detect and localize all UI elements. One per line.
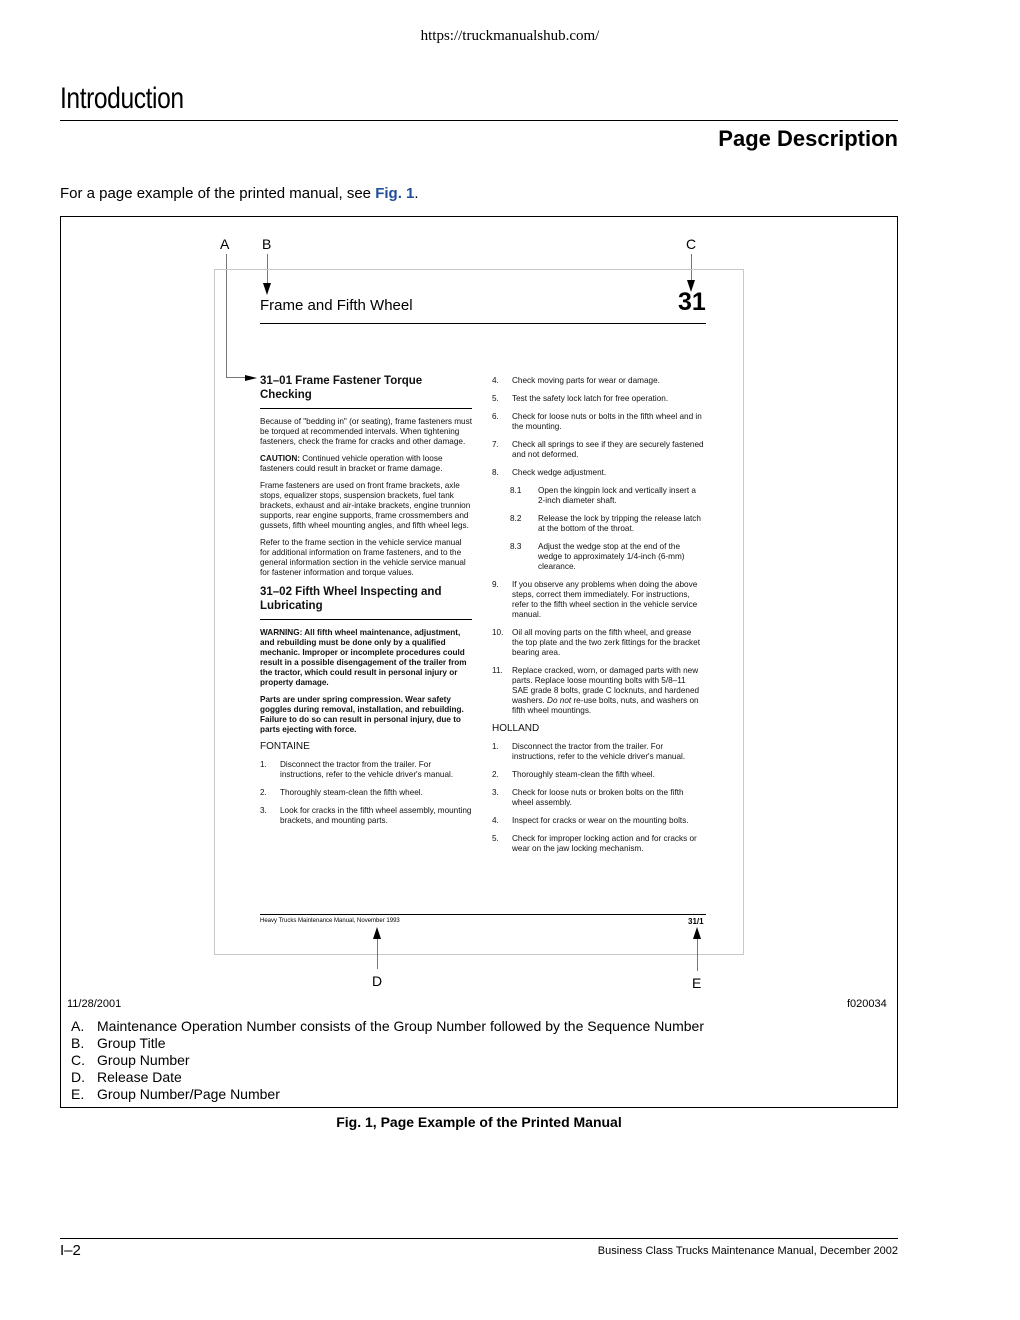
item-number: 6. xyxy=(492,412,499,421)
footer-rule xyxy=(60,1238,898,1239)
sample-heading-rule xyxy=(260,619,472,620)
sample-warning: WARNING: All fifth wheel maintenance, adjustment, and rebuilding must be done only by a qualified mechanic. Improper or incomplete procedures could result in a possible disengagement of the trailer from the tractor, which could result in personal injury or property damage. xyxy=(260,628,467,687)
legend-key: D. xyxy=(71,1069,85,1085)
list-item xyxy=(492,412,704,432)
callout-a: A xyxy=(220,236,230,252)
item-number: 4. xyxy=(492,816,499,825)
item-number: 4. xyxy=(492,376,499,385)
sample-caution xyxy=(260,454,472,474)
legend-text: Group Number xyxy=(97,1052,190,1068)
list-item xyxy=(492,788,704,808)
arrow-e-icon xyxy=(693,927,701,939)
sample-subheading: HOLLAND xyxy=(492,723,540,734)
legend-item xyxy=(71,1069,704,1086)
item-number: 8.2 xyxy=(510,514,522,523)
manual-title: Business Class Trucks Maintenance Manual, December 2002 xyxy=(597,1245,898,1257)
item-text: Check for loose nuts or bolts in the fifth wheel and in the mounting. xyxy=(512,412,702,431)
item-text-part: Replace cracked, worn, or damaged parts with new parts. Replace loose mounting bolts with 5/8–11 SAE grade 8 bolts, grade C locknuts, and hardened washers. xyxy=(512,666,700,705)
item-text: Open the kingpin lock and vertically insert a 2-inch diameter shaft. xyxy=(538,486,696,505)
legend-key: C. xyxy=(71,1052,85,1068)
list-item xyxy=(492,440,704,460)
item-text: Oil all moving parts on the fifth wheel, and grease the top plate and the two zerk fittings for the bracket bearing area. xyxy=(512,628,700,657)
legend-text: Group Title xyxy=(97,1035,166,1051)
item-text: If you observe any problems when doing the above steps, correct them immediately. For instructions, refer to the fifth wheel section in the vehicle service manual. xyxy=(512,580,698,619)
list-item xyxy=(492,376,704,386)
sample-paragraph: Frame fasteners are used on front frame brackets, axle stops, equalizer stops, suspension brackets, fuel tank brackets, exhaust and air-intake brackets, engine trunnion supports, rear engine supports, frame crossmembers and gussets, fifth wheel mounting angles, and fifth wheel legs. xyxy=(260,481,471,530)
sample-heading-31-01: 31–01 Frame Fastener Torque Checking xyxy=(260,375,423,401)
sample-warning: Parts are under spring compression. Wear safety goggles during removal, installation, and rebuilding. Failure to do so can result in personal injury, due to parts ejecting with force. xyxy=(260,695,464,734)
list-item xyxy=(492,666,704,716)
list-item xyxy=(492,742,704,762)
list-item xyxy=(492,770,704,780)
list-item xyxy=(260,760,472,780)
list-item xyxy=(492,580,704,620)
legend-item xyxy=(71,1086,704,1103)
figure-id: f020034 xyxy=(847,998,887,1010)
list-item xyxy=(492,834,704,854)
figure-caption: Fig. 1, Page Example of the Printed Manual xyxy=(336,1114,622,1130)
item-number: 8. xyxy=(492,468,499,477)
sample-heading-rule xyxy=(260,408,472,409)
item-text: Check for improper locking action and for cracks or wear on the jaw locking mechanism. xyxy=(512,834,697,853)
item-number: 11. xyxy=(492,666,503,675)
sample-group-title: Frame and Fifth Wheel xyxy=(260,297,413,314)
sample-subheading: FONTAINE xyxy=(260,741,310,752)
item-number: 8.1 xyxy=(510,486,522,495)
item-text: Disconnect the tractor from the trailer. For instructions, refer to the vehicle driver's manual. xyxy=(280,760,454,779)
item-text-part: re-use bolts, nuts, and washers on fifth wheel mountings. xyxy=(512,696,699,715)
caution-text: Continued vehicle operation with loose fasteners could result in bracket or frame damage. xyxy=(260,454,443,473)
legend-item xyxy=(71,1018,704,1035)
leader-e xyxy=(697,939,698,971)
sample-left-column xyxy=(260,374,472,834)
caution-label: CAUTION: xyxy=(260,454,301,463)
item-number: 2. xyxy=(492,770,499,779)
item-text: Check all springs to see if they are securely fastened and not deformed. xyxy=(512,440,704,459)
arrow-d-icon xyxy=(373,927,381,939)
sample-heading-31-02: 31–02 Fifth Wheel Inspecting and Lubricating xyxy=(260,586,442,612)
intro-paragraph xyxy=(60,185,419,202)
callout-b: B xyxy=(262,236,272,252)
sub-list-item xyxy=(492,486,704,506)
legend-key: E. xyxy=(71,1086,85,1102)
item-number: 5. xyxy=(492,394,499,403)
item-text: Test the safety lock latch for free operation. xyxy=(512,394,669,403)
sample-paragraph: Because of "bedding in" (or seating), frame fasteners must be torqued at recommended intervals. When tightening fasteners, check the frame for cracks and other damage. xyxy=(260,417,472,446)
item-number: 9. xyxy=(492,580,499,589)
legend-item xyxy=(71,1052,704,1069)
item-text: Check for loose nuts or broken bolts on the fifth wheel assembly. xyxy=(512,788,684,807)
sample-right-column xyxy=(492,376,704,862)
source-url[interactable]: https://truckmanualshub.com/ xyxy=(420,28,600,44)
item-number: 1. xyxy=(260,760,267,769)
callout-e: E xyxy=(692,975,702,991)
item-text: Thoroughly steam-clean the fifth wheel. xyxy=(512,770,655,779)
item-number: 3. xyxy=(492,788,499,797)
item-text xyxy=(512,666,704,716)
legend-text: Maintenance Operation Number consists of the Group Number followed by the Sequence Number xyxy=(97,1018,704,1034)
list-item xyxy=(492,394,704,404)
list-item xyxy=(260,788,472,798)
item-text: Look for cracks in the fifth wheel assembly, mounting brackets, and mounting parts. xyxy=(280,806,472,825)
item-number: 7. xyxy=(492,440,499,449)
item-text-emphasis: Do not xyxy=(547,696,572,705)
legend-key: B. xyxy=(71,1035,85,1051)
sub-list-item xyxy=(492,542,704,572)
sample-header-rule xyxy=(260,323,706,324)
list-item xyxy=(492,628,704,658)
sub-list-item xyxy=(492,514,704,534)
sample-footer-rule xyxy=(260,914,706,915)
item-number: 3. xyxy=(260,806,267,815)
figure-date: 11/28/2001 xyxy=(67,998,122,1010)
legend-key: A. xyxy=(71,1018,85,1034)
callout-d: D xyxy=(372,973,383,989)
item-text: Adjust the wedge stop at the end of the wedge to approximately 1/4-inch (6-mm) clearance. xyxy=(538,542,685,571)
legend-item xyxy=(71,1035,704,1052)
header-rule xyxy=(60,120,898,121)
list-item xyxy=(492,816,704,826)
item-text: Release the lock by tripping the release latch at the bottom of the throat. xyxy=(538,514,701,533)
section-title: Introduction xyxy=(60,82,184,115)
leader-d xyxy=(377,939,378,969)
sample-release-date: Heavy Trucks Maintenance Manual, November 1993 xyxy=(260,918,400,924)
sample-page-number: 31/1 xyxy=(688,917,704,926)
figure-legend xyxy=(71,1018,704,1103)
sample-group-number: 31 xyxy=(678,288,706,316)
item-text: Thoroughly steam-clean the fifth wheel. xyxy=(280,788,423,797)
list-item xyxy=(492,468,704,478)
item-number: 5. xyxy=(492,834,499,843)
list-item xyxy=(260,806,472,826)
item-text: Inspect for cracks or wear on the mounting bolts. xyxy=(512,816,689,825)
page-subtitle: Page Description xyxy=(718,126,898,151)
intro-text: For a page example of the printed manual, see xyxy=(60,185,376,202)
item-number: 10. xyxy=(492,628,504,637)
item-text: Check wedge adjustment. xyxy=(512,468,607,477)
intro-after: . xyxy=(414,185,419,202)
sample-paragraph: Refer to the frame section in the vehicle service manual for additional information on frame fasteners, and to the general information section in the vehicle service manual for fastener information and torque values. xyxy=(260,538,466,577)
page-number: I–2 xyxy=(60,1242,81,1259)
item-number: 1. xyxy=(492,742,499,751)
item-text: Disconnect the tractor from the trailer. For instructions, refer to the vehicle driver's manual. xyxy=(512,742,686,761)
legend-text: Group Number/Page Number xyxy=(97,1086,280,1102)
callout-c: C xyxy=(686,236,697,252)
item-number: 2. xyxy=(260,788,267,797)
item-number: 8.3 xyxy=(510,542,522,551)
item-text: Check moving parts for wear or damage. xyxy=(512,376,660,385)
legend-text: Release Date xyxy=(97,1069,182,1085)
figure-link[interactable]: Fig. 1 xyxy=(375,185,415,202)
